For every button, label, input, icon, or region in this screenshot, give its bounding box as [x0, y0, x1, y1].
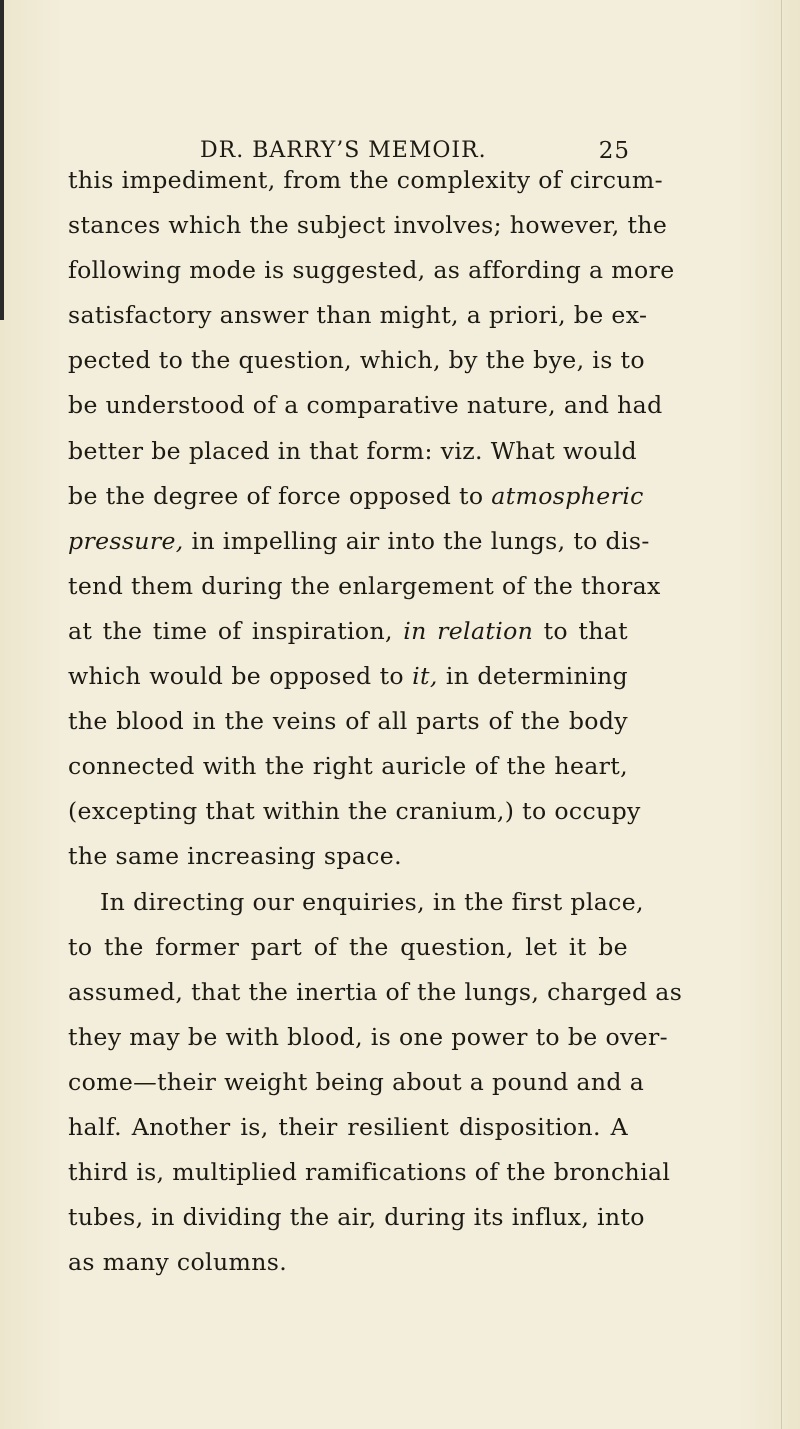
- text-line: following mode is suggested, as affording a more: [68, 256, 675, 285]
- text-line: half. Another is, their resilient disposition. A: [68, 1112, 628, 1141]
- page-fold-line: [781, 0, 782, 1429]
- italic-phrase: it,: [412, 662, 438, 691]
- page-edge-shadow: [0, 0, 4, 320]
- text-line: be the degree of force opposed to atmospheric: [68, 481, 644, 510]
- italic-phrase: pressure,: [68, 526, 184, 555]
- text-line: as many columns.: [68, 1248, 288, 1277]
- text-line: which would be opposed to it, in determining: [68, 662, 628, 691]
- text-line: be understood of a comparative nature, and had: [68, 391, 663, 420]
- text-line: stances which the subject involves; however, the: [68, 211, 668, 240]
- text-line: pected to the question, which, by the bye, is to: [68, 346, 645, 375]
- text-line: tubes, in dividing the air, during its influx, into: [68, 1203, 645, 1232]
- text-line: at the time of inspiration, in relation to that: [68, 616, 628, 645]
- text-line: satisfactory answer than might, a priori, be ex-: [68, 301, 648, 330]
- text-line: tend them during the enlargement of the thorax: [68, 571, 661, 600]
- body-text: [68, 158, 683, 1285]
- italic-phrase: atmospheric: [491, 481, 644, 510]
- text-line: (excepting that within the cranium,) to occupy: [68, 797, 641, 826]
- text-line: third is, multiplied ramifications of the bronchial: [68, 1158, 671, 1187]
- text-line: connected with the right auricle of the heart,: [68, 752, 628, 781]
- text-line: pressure, in impelling air into the lungs, to dis-: [68, 526, 650, 555]
- text-line: assumed, that the inertia of the lungs, charged as: [68, 977, 683, 1006]
- paragraph-first-line: In directing our enquiries, in the first place,: [100, 887, 644, 916]
- text-line: this impediment, from the complexity of circum-: [68, 166, 663, 194]
- page-number: 25: [598, 138, 630, 164]
- text-line: to the former part of the question, let it be: [68, 932, 628, 961]
- text-line: they may be with blood, is one power to be over-: [68, 1022, 668, 1051]
- italic-phrase: in relation: [403, 616, 534, 645]
- text-line: the blood in the veins of all parts of the body: [68, 707, 628, 736]
- text-line: come—their weight being about a pound and a: [68, 1067, 645, 1096]
- text-line: better be placed in that form: viz. What would: [68, 436, 637, 465]
- text-line: the same increasing space.: [68, 842, 402, 871]
- running-head: DR. BARRY’S MEMOIR.: [200, 138, 487, 163]
